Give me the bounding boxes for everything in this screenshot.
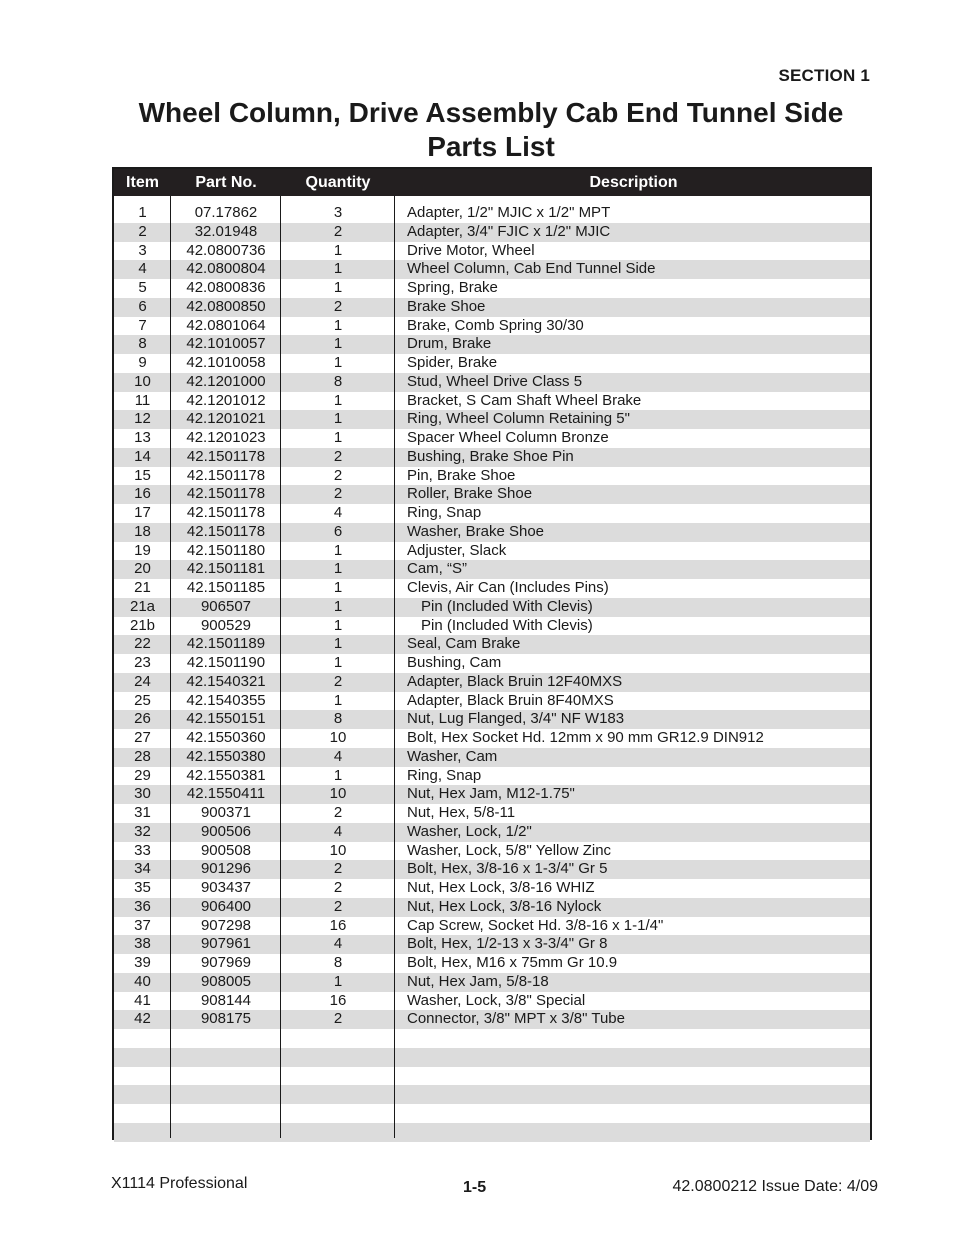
table-row bbox=[114, 223, 870, 242]
table-row bbox=[114, 879, 870, 898]
cell-description: Pin, Brake Shoe bbox=[407, 466, 516, 484]
cell-part-no: 907961 bbox=[200, 935, 252, 953]
cell-description: Bracket, S Cam Shaft Wheel Brake bbox=[407, 391, 642, 409]
cell-part-no: 42.1201012 bbox=[186, 391, 266, 409]
cell-description: Washer, Lock, 3/8" Special bbox=[407, 991, 586, 1009]
table-body bbox=[114, 204, 870, 1138]
cell-item: 15 bbox=[134, 466, 151, 484]
table-row bbox=[114, 242, 870, 261]
table-row bbox=[114, 898, 870, 917]
cell-item: 26 bbox=[134, 710, 151, 728]
table-row bbox=[114, 729, 870, 748]
cell-description: Roller, Brake Shoe bbox=[407, 485, 533, 503]
table-row bbox=[114, 710, 870, 729]
cell-item: 41 bbox=[134, 991, 151, 1009]
cell-quantity bbox=[281, 1048, 395, 1067]
table-row bbox=[114, 673, 870, 692]
cell-item: 25 bbox=[134, 691, 151, 709]
table-row bbox=[114, 973, 870, 992]
cell-quantity: 1 bbox=[333, 241, 343, 259]
cell-part-no: 42.1501189 bbox=[186, 635, 266, 653]
cell-part-no: 42.1501180 bbox=[186, 541, 266, 559]
cell-quantity: 4 bbox=[333, 935, 343, 953]
cell-description bbox=[407, 1085, 872, 1104]
header-description: Description bbox=[589, 174, 678, 191]
cell-quantity: 1 bbox=[333, 635, 343, 653]
cell-item: 13 bbox=[134, 429, 151, 446]
cell-part-no: 42.0800836 bbox=[186, 279, 266, 296]
table-row bbox=[114, 935, 870, 954]
table-row bbox=[114, 654, 870, 673]
cell-item: 35 bbox=[134, 879, 151, 896]
cell-quantity bbox=[281, 1029, 395, 1048]
cell-item: 7 bbox=[138, 316, 147, 334]
table-row bbox=[114, 767, 870, 786]
cell-quantity: 8 bbox=[333, 372, 343, 390]
cell-item: 24 bbox=[134, 672, 151, 690]
cell-quantity: 2 bbox=[333, 897, 343, 915]
cell-part-no: 906400 bbox=[200, 897, 252, 915]
cell-item: 9 bbox=[138, 354, 147, 371]
cell-quantity: 2 bbox=[333, 222, 343, 240]
table-row bbox=[114, 354, 870, 373]
table-row bbox=[114, 448, 870, 467]
cell-part-no: 42.1501178 bbox=[186, 466, 266, 484]
table-row bbox=[114, 823, 870, 842]
cell-description: Ring, Snap bbox=[407, 766, 482, 784]
table-row bbox=[114, 335, 870, 354]
cell-quantity: 1 bbox=[333, 972, 343, 990]
cell-item: 4 bbox=[138, 260, 147, 278]
cell-item: 16 bbox=[134, 485, 151, 503]
cell-part-no: 907969 bbox=[200, 954, 252, 971]
cell-part-no: 42.1550411 bbox=[186, 785, 266, 803]
table-header bbox=[114, 169, 870, 196]
cell-item bbox=[114, 1048, 171, 1067]
table-row bbox=[114, 298, 870, 317]
cell-description: Bolt, Hex Socket Hd. 12mm x 90 mm GR12.9 DIN912 bbox=[407, 729, 764, 746]
cell-description: Bushing, Cam bbox=[407, 654, 502, 671]
cell-item: 40 bbox=[134, 972, 151, 990]
cell-part-no: 42.1201023 bbox=[186, 429, 266, 446]
cell-quantity: 2 bbox=[333, 672, 343, 690]
cell-quantity: 2 bbox=[333, 879, 343, 896]
cell-item: 18 bbox=[134, 522, 151, 540]
cell-description: Nut, Hex Jam, 5/8-18 bbox=[407, 972, 549, 990]
cell-quantity: 16 bbox=[329, 991, 347, 1009]
cell-part-no: 908144 bbox=[200, 991, 252, 1009]
cell-item: 37 bbox=[134, 916, 151, 934]
cell-quantity: 1 bbox=[333, 654, 343, 671]
cell-quantity: 2 bbox=[333, 447, 343, 465]
cell-quantity: 2 bbox=[333, 297, 343, 315]
cell-part-no: 42.0800804 bbox=[186, 260, 266, 278]
cell-quantity: 2 bbox=[333, 804, 343, 821]
cell-quantity: 1 bbox=[333, 279, 343, 296]
cell-quantity: 4 bbox=[333, 747, 343, 765]
cell-item: 14 bbox=[134, 447, 151, 465]
cell-part-no bbox=[171, 1048, 281, 1067]
cell-description bbox=[407, 1048, 872, 1067]
cell-description: Bushing, Brake Shoe Pin bbox=[407, 447, 574, 465]
cell-item: 29 bbox=[134, 766, 151, 784]
table-row bbox=[114, 429, 870, 448]
table-row bbox=[114, 410, 870, 429]
table-row bbox=[114, 467, 870, 486]
page-title bbox=[0, 96, 954, 164]
footer-page-number: 1-5 bbox=[463, 1179, 487, 1196]
table-row bbox=[114, 373, 870, 392]
table-row bbox=[114, 504, 870, 523]
cell-quantity: 1 bbox=[333, 579, 343, 596]
cell-description: Drive Motor, Wheel bbox=[407, 241, 535, 259]
cell-description: Nut, Hex Jam, M12-1.75" bbox=[407, 785, 575, 803]
cell-description: Drum, Brake bbox=[407, 335, 492, 353]
cell-part-no: 900508 bbox=[200, 841, 252, 859]
table-row bbox=[114, 485, 870, 504]
cell-item: 5 bbox=[138, 279, 147, 296]
table-row bbox=[114, 1085, 870, 1104]
cell-part-no: 32.01948 bbox=[194, 222, 258, 240]
cell-part-no: 900529 bbox=[200, 616, 252, 634]
footer-doc-issue: 42.0800212 Issue Date: 4/09 bbox=[672, 1178, 878, 1195]
cell-quantity: 8 bbox=[333, 710, 343, 728]
cell-item: 32 bbox=[134, 822, 151, 840]
cell-quantity: 1 bbox=[333, 354, 343, 371]
cell-quantity: 8 bbox=[333, 954, 343, 971]
cell-quantity: 1 bbox=[333, 616, 343, 634]
cell-part-no: 903437 bbox=[200, 879, 252, 896]
table-row bbox=[114, 204, 870, 223]
section-label: SECTION 1 bbox=[778, 66, 870, 85]
cell-part-no: 906507 bbox=[200, 597, 252, 615]
table-row bbox=[114, 917, 870, 936]
cell-part-no: 42.1010058 bbox=[186, 354, 266, 371]
cell-quantity: 1 bbox=[333, 597, 343, 615]
cell-description: Cam, “S” bbox=[407, 560, 467, 578]
cell-part-no: 908005 bbox=[200, 972, 252, 990]
cell-item: 21b bbox=[129, 616, 156, 634]
cell-part-no: 42.0801064 bbox=[186, 316, 266, 334]
cell-part-no: 42.0800850 bbox=[186, 297, 266, 315]
cell-description: Spring, Brake bbox=[407, 279, 498, 296]
table-row bbox=[114, 1067, 870, 1086]
cell-description: Washer, Cam bbox=[407, 747, 498, 765]
cell-quantity: 10 bbox=[329, 841, 347, 859]
cell-item: 33 bbox=[134, 841, 151, 859]
cell-part-no: 42.1501178 bbox=[186, 447, 266, 465]
table-row bbox=[114, 1123, 870, 1142]
header-quantity: Quantity bbox=[305, 174, 371, 191]
cell-description: Stud, Wheel Drive Class 5 bbox=[407, 372, 583, 390]
table-row bbox=[114, 1010, 870, 1029]
table-row bbox=[114, 260, 870, 279]
cell-part-no: 900371 bbox=[200, 804, 252, 821]
cell-item: 6 bbox=[138, 297, 147, 315]
cell-description bbox=[407, 1029, 872, 1048]
page-title-line2: Parts List bbox=[427, 131, 555, 162]
table-row bbox=[114, 860, 870, 879]
cell-description: Brake Shoe bbox=[407, 297, 486, 315]
cell-item: 28 bbox=[134, 747, 151, 765]
footer-model: X1114 Professional bbox=[111, 1175, 248, 1192]
cell-part-no: 42.0800736 bbox=[186, 241, 266, 259]
cell-description bbox=[407, 1067, 872, 1086]
cell-item: 36 bbox=[134, 897, 151, 915]
table-row bbox=[114, 748, 870, 767]
cell-item: 2 bbox=[138, 222, 147, 240]
column-divider bbox=[394, 196, 395, 1138]
header-part-no: Part No. bbox=[195, 174, 257, 191]
column-divider bbox=[280, 196, 281, 1138]
cell-item: 22 bbox=[134, 635, 151, 653]
table-row bbox=[114, 954, 870, 973]
cell-item bbox=[114, 1067, 171, 1086]
cell-item bbox=[114, 1104, 171, 1123]
cell-item: 30 bbox=[134, 785, 151, 803]
cell-quantity: 16 bbox=[329, 916, 347, 934]
cell-quantity: 10 bbox=[329, 729, 347, 746]
cell-part-no: 42.1501185 bbox=[186, 579, 266, 596]
cell-description: Adapter, Black Bruin 12F40MXS bbox=[407, 672, 623, 690]
cell-quantity: 1 bbox=[333, 260, 343, 278]
cell-part-no: 901296 bbox=[200, 860, 252, 878]
header-item: Item bbox=[126, 174, 159, 191]
cell-description: Pin (Included With Clevis) bbox=[421, 597, 593, 615]
table-row bbox=[114, 392, 870, 411]
cell-description: Adapter, 3/4" FJIC x 1/2" MJIC bbox=[407, 222, 611, 240]
table-row bbox=[114, 542, 870, 561]
cell-part-no: 42.1010057 bbox=[186, 335, 266, 353]
cell-description: Spider, Brake bbox=[407, 354, 498, 371]
cell-quantity: 1 bbox=[333, 316, 343, 334]
cell-description: Adjuster, Slack bbox=[407, 541, 507, 559]
cell-item: 42 bbox=[134, 1010, 151, 1028]
cell-item: 39 bbox=[134, 954, 151, 971]
cell-quantity: 10 bbox=[329, 785, 347, 803]
cell-description: Bolt, Hex, 3/8-16 x 1-3/4" Gr 5 bbox=[407, 860, 608, 878]
cell-quantity: 1 bbox=[333, 691, 343, 709]
cell-item: 10 bbox=[134, 372, 151, 390]
cell-part-no: 42.1201021 bbox=[186, 410, 266, 428]
cell-item: 12 bbox=[134, 410, 151, 428]
cell-description: Ring, Wheel Column Retaining 5" bbox=[407, 410, 630, 428]
cell-item: 21 bbox=[134, 579, 151, 596]
column-divider bbox=[170, 196, 171, 1138]
cell-quantity: 1 bbox=[333, 766, 343, 784]
cell-part-no: 42.1540321 bbox=[186, 672, 266, 690]
cell-quantity: 4 bbox=[333, 822, 343, 840]
cell-description: Adapter, Black Bruin 8F40MXS bbox=[407, 691, 614, 709]
cell-part-no: 42.1540355 bbox=[186, 691, 266, 709]
cell-part-no: 907298 bbox=[200, 916, 252, 934]
cell-quantity: 2 bbox=[333, 860, 343, 878]
cell-part-no: 42.1550380 bbox=[186, 747, 266, 765]
cell-description: Pin (Included With Clevis) bbox=[421, 616, 593, 634]
cell-description: Washer, Lock, 1/2" bbox=[407, 822, 532, 840]
cell-quantity: 3 bbox=[333, 204, 343, 221]
cell-part-no: 42.1501178 bbox=[186, 522, 266, 540]
cell-description bbox=[407, 1123, 872, 1142]
table-row bbox=[114, 579, 870, 598]
table-row bbox=[114, 523, 870, 542]
cell-quantity: 1 bbox=[333, 560, 343, 578]
cell-part-no: 42.1550381 bbox=[186, 766, 266, 784]
cell-part-no: 42.1501181 bbox=[186, 560, 266, 578]
cell-part-no: 900506 bbox=[200, 822, 252, 840]
cell-part-no: 42.1501190 bbox=[186, 654, 266, 671]
cell-description: Nut, Hex Lock, 3/8-16 WHIZ bbox=[407, 879, 595, 896]
table-row bbox=[114, 598, 870, 617]
cell-description: Nut, Hex Lock, 3/8-16 Nylock bbox=[407, 897, 602, 915]
cell-quantity: 1 bbox=[333, 410, 343, 428]
cell-description: Seal, Cam Brake bbox=[407, 635, 521, 653]
cell-description: Washer, Lock, 5/8" Yellow Zinc bbox=[407, 841, 612, 859]
cell-item: 11 bbox=[134, 391, 151, 409]
cell-item: 21a bbox=[129, 597, 156, 615]
cell-description: Nut, Lug Flanged, 3/4" NF W183 bbox=[407, 710, 625, 728]
cell-part-no: 07.17862 bbox=[194, 204, 258, 221]
page-title-line1: Wheel Column, Drive Assembly Cab End Tunnel Side bbox=[138, 97, 844, 128]
table-row bbox=[114, 560, 870, 579]
cell-quantity: 6 bbox=[333, 522, 343, 540]
cell-item: 34 bbox=[134, 860, 151, 878]
cell-part-no: 908175 bbox=[200, 1010, 252, 1028]
cell-item: 17 bbox=[134, 504, 151, 521]
cell-item bbox=[114, 1029, 171, 1048]
cell-quantity: 1 bbox=[333, 541, 343, 559]
table-row bbox=[114, 692, 870, 711]
cell-item: 27 bbox=[134, 729, 151, 746]
table-row bbox=[114, 617, 870, 636]
cell-part-no: 42.1550151 bbox=[186, 710, 266, 728]
cell-quantity: 2 bbox=[333, 1010, 343, 1028]
cell-quantity bbox=[281, 1067, 395, 1086]
cell-quantity bbox=[281, 1104, 395, 1123]
cell-part-no bbox=[171, 1104, 281, 1123]
cell-description: Brake, Comb Spring 30/30 bbox=[407, 316, 584, 334]
cell-item: 8 bbox=[138, 335, 147, 353]
cell-item: 23 bbox=[134, 654, 151, 671]
table-row bbox=[114, 1048, 870, 1067]
cell-item bbox=[114, 1085, 171, 1104]
table-row bbox=[114, 1104, 870, 1123]
cell-item bbox=[114, 1123, 171, 1142]
table-row bbox=[114, 842, 870, 861]
cell-item: 1 bbox=[138, 204, 147, 221]
cell-description: Washer, Brake Shoe bbox=[407, 522, 545, 540]
cell-quantity: 1 bbox=[333, 335, 343, 353]
table-row bbox=[114, 1029, 870, 1048]
cell-description: Connector, 3/8" MPT x 3/8" Tube bbox=[407, 1010, 625, 1028]
cell-part-no: 42.1501178 bbox=[186, 485, 266, 503]
cell-description: Bolt, Hex, 1/2-13 x 3-3/4" Gr 8 bbox=[407, 935, 608, 953]
cell-quantity bbox=[281, 1085, 395, 1104]
cell-item: 19 bbox=[134, 541, 151, 559]
cell-description: Clevis, Air Can (Includes Pins) bbox=[407, 579, 609, 596]
cell-quantity: 1 bbox=[333, 391, 343, 409]
table-row bbox=[114, 785, 870, 804]
cell-part-no bbox=[171, 1123, 281, 1142]
cell-part-no bbox=[171, 1085, 281, 1104]
cell-description bbox=[407, 1104, 872, 1123]
cell-part-no: 42.1550360 bbox=[186, 729, 266, 746]
cell-part-no bbox=[171, 1029, 281, 1048]
cell-item: 31 bbox=[134, 804, 151, 821]
cell-part-no: 42.1201000 bbox=[186, 372, 266, 390]
cell-item: 38 bbox=[134, 935, 151, 953]
parts-table bbox=[112, 167, 872, 1140]
cell-quantity: 1 bbox=[333, 429, 343, 446]
cell-item: 20 bbox=[134, 560, 151, 578]
table-row bbox=[114, 279, 870, 298]
table-row bbox=[114, 804, 870, 823]
table-row bbox=[114, 992, 870, 1011]
cell-description: Bolt, Hex, M16 x 75mm Gr 10.9 bbox=[407, 954, 618, 971]
cell-description: Nut, Hex, 5/8-11 bbox=[407, 804, 516, 821]
cell-description: Adapter, 1/2" MJIC x 1/2" MPT bbox=[407, 204, 611, 221]
cell-quantity: 2 bbox=[333, 466, 343, 484]
cell-part-no bbox=[171, 1067, 281, 1086]
cell-description: Cap Screw, Socket Hd. 3/8-16 x 1-1/4" bbox=[407, 916, 664, 934]
cell-item: 3 bbox=[138, 241, 147, 259]
table-row bbox=[114, 635, 870, 654]
table-row bbox=[114, 317, 870, 336]
cell-quantity: 4 bbox=[333, 504, 343, 521]
cell-part-no: 42.1501178 bbox=[186, 504, 266, 521]
cell-description: Spacer Wheel Column Bronze bbox=[407, 429, 609, 446]
cell-description: Ring, Snap bbox=[407, 504, 482, 521]
cell-quantity: 2 bbox=[333, 485, 343, 503]
cell-description: Wheel Column, Cab End Tunnel Side bbox=[407, 260, 656, 278]
cell-quantity bbox=[281, 1123, 395, 1142]
